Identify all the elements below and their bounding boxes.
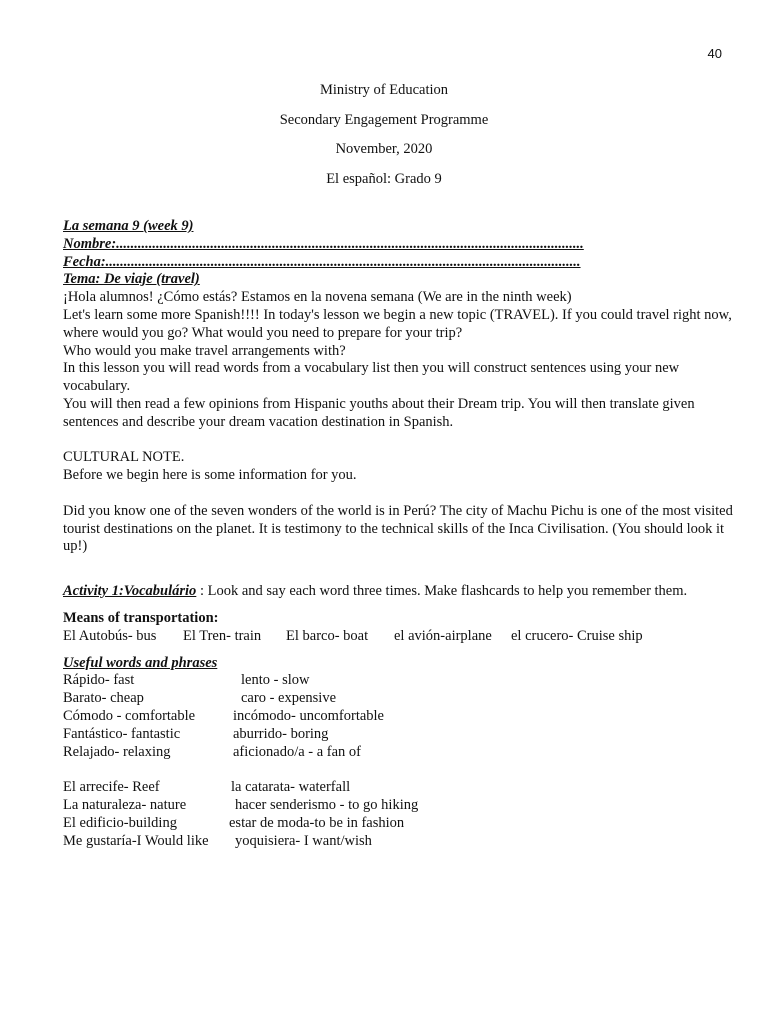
transport-list [63, 628, 733, 646]
intro-line: ¡Hola alumnos! ¿Cómo estás? Estamos en la novena semana (We are in the ninth week) [63, 289, 572, 306]
header-subject: El español: Grado 9 [326, 170, 442, 187]
vocab-word: caro - expensive [241, 690, 337, 707]
useful-words-list [63, 672, 733, 761]
nombre-field: Nombre:................................................................................................................................. [63, 235, 584, 252]
transport-item: El Tren- train [183, 627, 262, 644]
transport-item: el crucero- Cruise ship [511, 627, 643, 644]
transport-item: el avión-airplane [394, 627, 492, 644]
intro-line: Who would you make travel arrangements with? [63, 342, 346, 359]
vocab-word: El edificio-building [63, 814, 177, 831]
week-heading: La semana 9 (week 9) [63, 218, 194, 234]
tema-heading: Tema: De viaje (travel) [63, 271, 200, 288]
vocab-word: La naturaleza- nature [63, 796, 187, 813]
header-ministry: Ministry of Education [319, 82, 449, 98]
transport-item: El Autobús- bus [63, 627, 157, 644]
cultural-note-intro: Before we begin here is some information for you. [63, 467, 357, 484]
document-header [0, 80, 768, 198]
activity-instruction: : Look and say each word three times. Make flashcards to help you remember them. [196, 583, 688, 600]
document-body [63, 218, 733, 850]
vocab-word: Cómodo - comfortable [63, 707, 196, 724]
transport-item: El barco- boat [286, 627, 369, 644]
header-date: November, 2020 [335, 141, 433, 157]
vocab-word: lento - slow [241, 672, 310, 689]
vocab-word: Barato- cheap [63, 690, 144, 707]
vocab-word: Relajado- relaxing [63, 743, 171, 760]
vocab-word: hacer senderismo - to go hiking [235, 796, 419, 813]
vocab-word: incómodo- uncomfortable [233, 707, 384, 724]
intro-line: You will then read a few opinions from Hispanic youths about their Dream trip. You will then translate given sentences and describe your dream vacation destination in Spanish. [63, 395, 695, 430]
cultural-note-title: CULTURAL NOTE. [63, 449, 185, 466]
intro-line: In this lesson you will read words from a vocabulary list then you will construct sentences using your new vocabulary. [63, 360, 680, 395]
machu-pichu-paragraph: Did you know one of the seven wonders of the world is in Perú? The city of Machu Pichu is one of the most visited tourist destinations on the planet. It is testimony to the technical skills of the Inca Civilisation. (You should look it up!) [63, 502, 733, 555]
vocab-word: Me gustaría-I Would like [63, 832, 209, 849]
transport-title: Means of transportation: [63, 609, 219, 626]
vocab-word: estar de moda-to be in fashion [229, 814, 405, 831]
activity-title: Activity 1:Vocabulário [63, 583, 197, 600]
vocab-word: El arrecife- Reef [63, 779, 160, 796]
fecha-field: Fecha:................................................................................................................................... [63, 253, 581, 270]
vocab-word: aficionado/a - a fan of [233, 743, 362, 760]
activity-line [63, 583, 733, 601]
vocab-word: la catarata- waterfall [231, 779, 351, 796]
useful-words-list-2 [63, 779, 733, 850]
header-programme: Secondary Engagement Programme [279, 111, 489, 128]
page-number: 40 [707, 46, 722, 61]
vocab-word: yoquisiera- I want/wish [235, 832, 372, 849]
vocab-word: aburrido- boring [233, 725, 329, 742]
intro-line: Let's learn some more Spanish!!!! In today's lesson we begin a new topic (TRAVEL). If you could travel right now, where would you go? What would you need to prepare for your trip? [63, 306, 732, 341]
vocab-word: Rápido- fast [63, 672, 135, 689]
vocab-word: Fantástico- fantastic [63, 725, 181, 742]
useful-title: Useful words and phrases [63, 654, 218, 671]
